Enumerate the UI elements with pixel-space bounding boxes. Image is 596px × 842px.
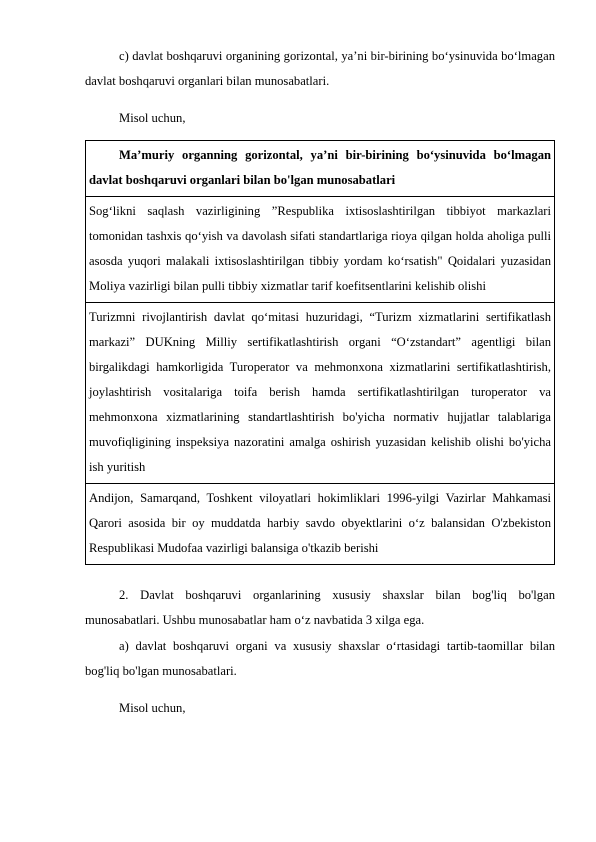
relations-table	[85, 140, 555, 565]
example-label-2: Misol uchun,	[119, 701, 186, 715]
example-label-1: Misol uchun,	[119, 111, 186, 125]
paragraph-a: a) davlat boshqaruvi organi va xususiy shaxslar o‘rtasidagi tartib-taomillar bilan bog'liq bo'lgan munosabatlari.	[85, 639, 555, 678]
paragraph-c: c) davlat boshqaruvi organining gorizontal, ya’ni bir-birining bo‘ysinuvida bo‘lmagan davlat boshqaruvi organlari bilan munosabatlari.	[85, 49, 555, 88]
table-row	[86, 484, 555, 565]
table-cell-3: Andijon, Samarqand, Toshkent viloyatlari hokimliklari 1996-yilgi Vazirlar Mahkamasi Qarori asosida bir oy muddatda harbiy savdo obyektlarini o‘z balansidan O'zbekiston Respublikasi Mudofaa vazirligi balansiga o'tkazib berishi	[86, 484, 555, 565]
table-header-row	[86, 141, 555, 197]
table-cell-1: Sog‘likni saqlash vazirligining ”Respublika ixtisoslashtirilgan tibbiyot markazlari tomonidan tashxis qo‘yish va davolash sifati standartlariga rioya qilgan holda aholiga pulli asosda yuqori malakali ixtisoslashtirilgan tibbiy yordam ko‘rsatish" Qoidalari yuzasidan Moliya vazirligi bilan pulli tibbiy xizmatlar tarif koefitsentlarini kelishib olishi	[86, 197, 555, 303]
table-row	[86, 303, 555, 484]
paragraph-2: 2. Davlat boshqaruvi organlarining xususiy shaxslar bilan bog'liq bo'lgan munosabatlari. Ushbu munosabatlar ham o‘z navbatida 3 xilga ega.	[85, 588, 555, 627]
table-cell-2: Turizmni rivojlantirish davlat qo‘mitasi huzuridagi, “Turizm xizmatlarini sertifikatlash markazi” DUKning Milliy sertifikatlashtirish organi “O‘zstandart” agentligi bilan birgalikdagi hamkorligida Turoperator va mehmonxona xizmatlarini sertifikatlashtirish, joylashtirish vositalariga toifa berish hamda sertifikatlashtirilgan turoperator va mehmonxona xizmatlarining standartlashtirish bo'yicha normativ hujjatlar talablariga muvofiqligining inspeksiya nazoratini amalga oshirish yuzasidan kelishib olishi bo'yicha ish yuritish	[86, 303, 555, 484]
table-row	[86, 197, 555, 303]
table-header-cell: Ma’muriy organning gorizontal, ya’ni bir-birining bo‘ysinuvida bo‘lmagan davlat boshqaruvi organlari bilan bo'lgan munosabatlari	[86, 141, 555, 197]
